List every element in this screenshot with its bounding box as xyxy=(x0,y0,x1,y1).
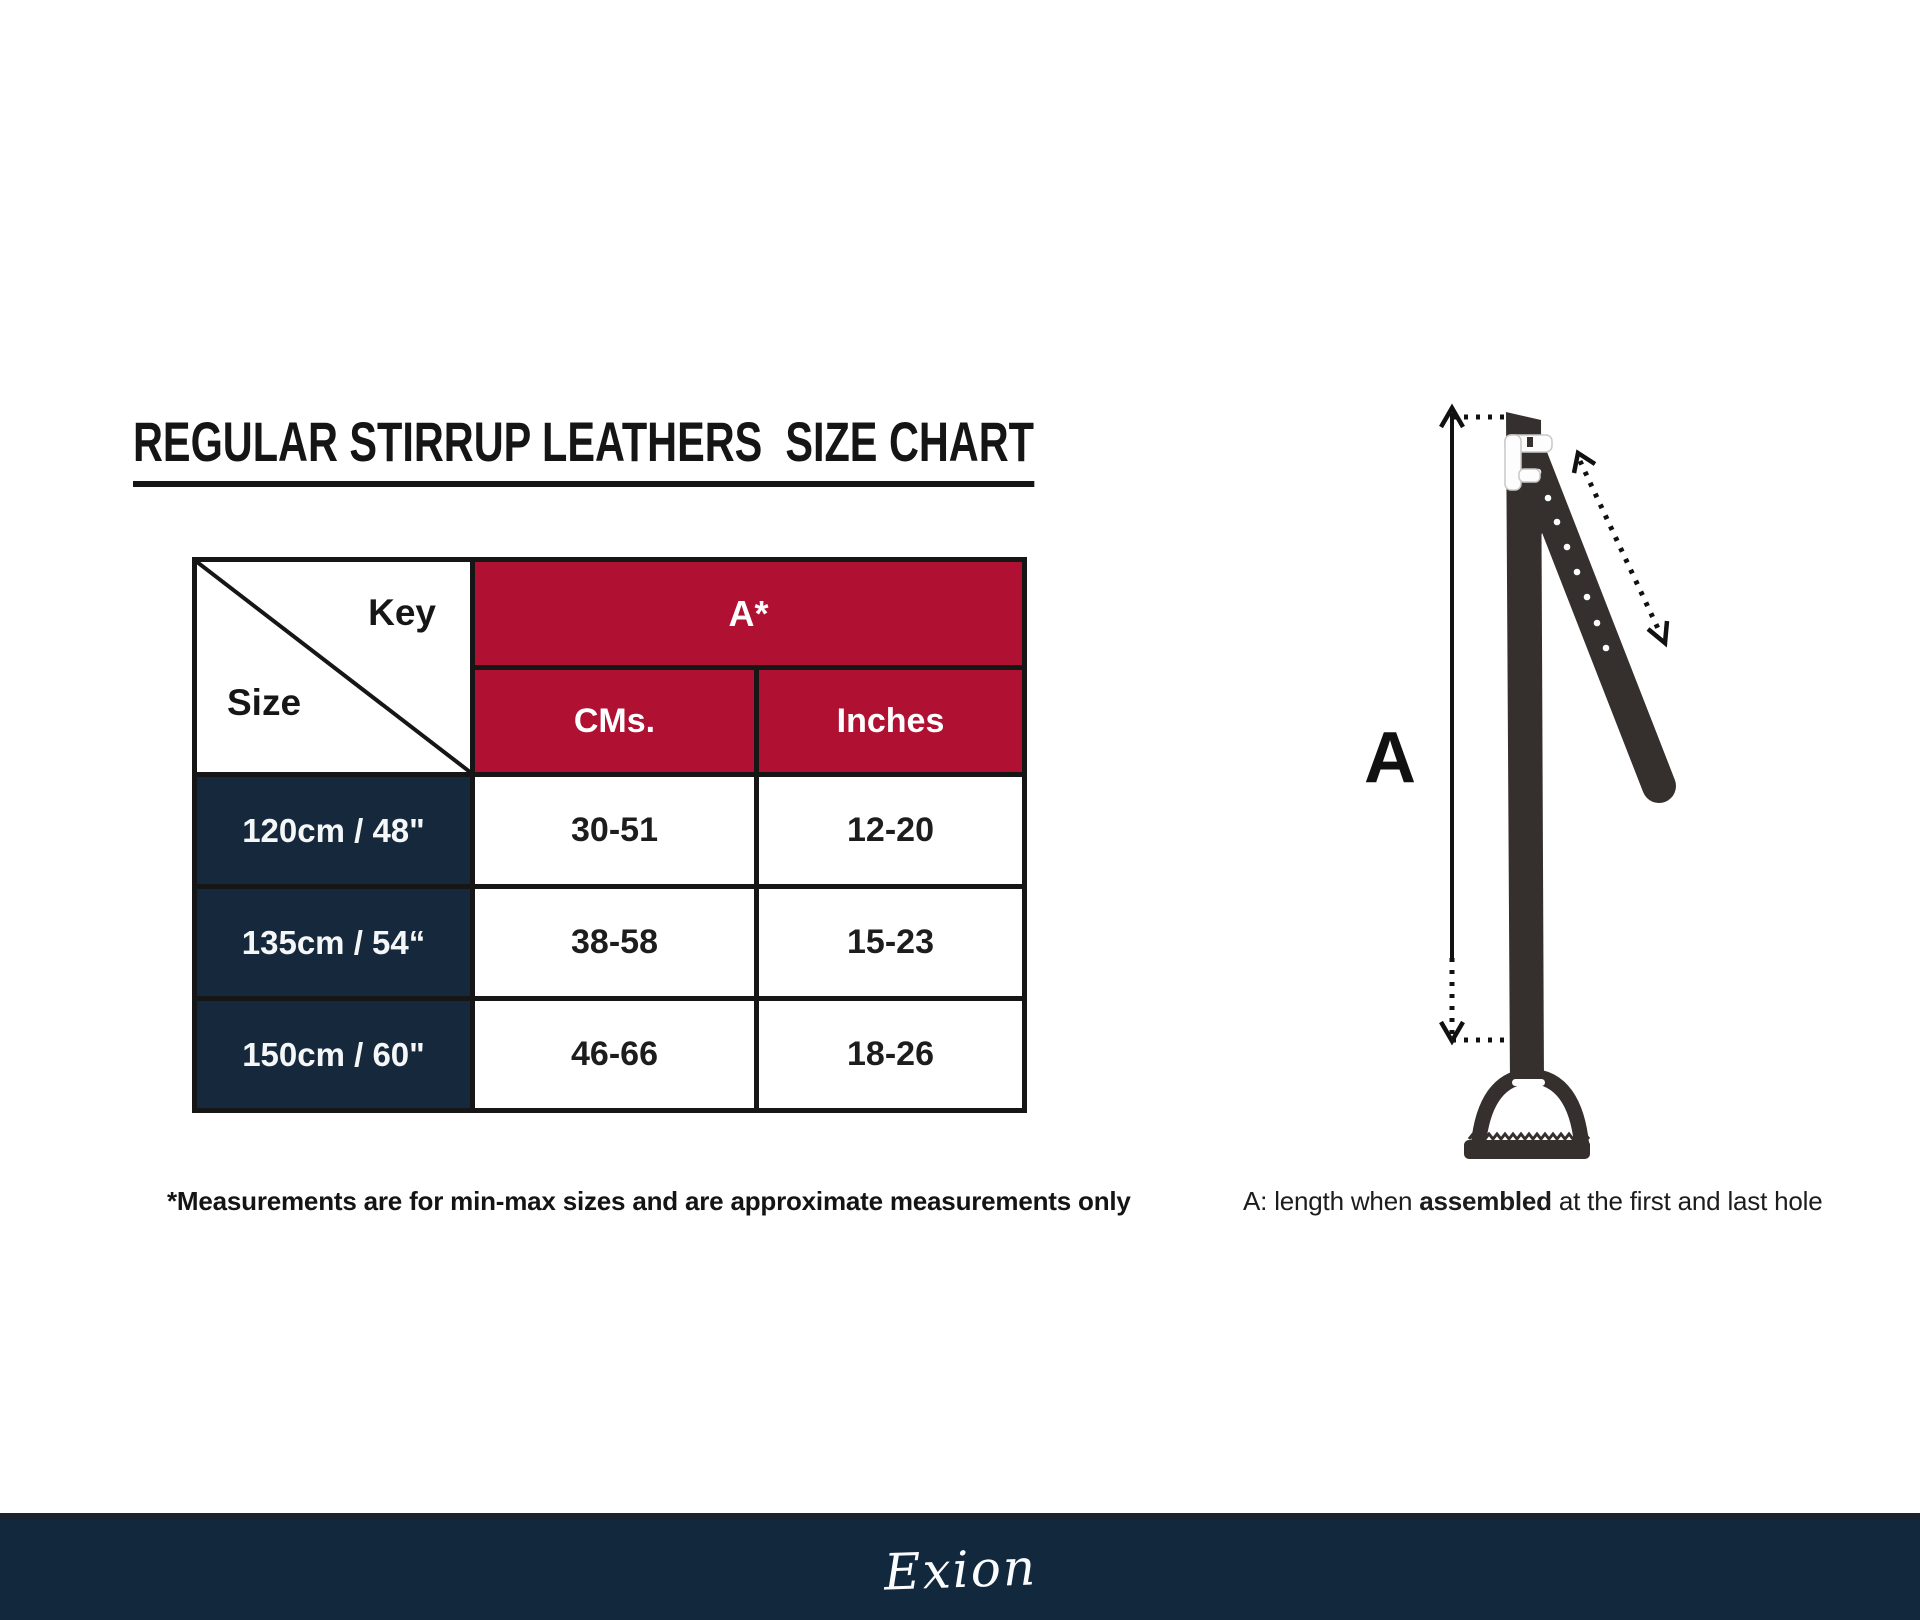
cms-cell: 46-66 xyxy=(473,999,757,1111)
caption-bold: assembled xyxy=(1419,1186,1552,1216)
inches-cell: 18-26 xyxy=(757,999,1025,1111)
size-cell: 150cm / 60" xyxy=(195,999,473,1111)
caption-prefix: A: length when xyxy=(1243,1186,1420,1216)
measure-label-A: A xyxy=(1364,718,1416,798)
size-chart-table xyxy=(192,557,1027,1113)
corner-cell xyxy=(195,560,473,775)
vertical-measure-arrow xyxy=(1441,408,1508,1041)
brand-logo: Exion xyxy=(882,1538,1038,1602)
diagram-caption xyxy=(1243,1186,1823,1217)
page-title: REGULAR STIRRUP LEATHERS SIZE CHART xyxy=(133,414,1034,487)
table-row xyxy=(195,775,1025,887)
column-header-cms: CMs. xyxy=(473,668,757,775)
caption-suffix: at the first and last hole xyxy=(1551,1186,1823,1216)
table-row xyxy=(195,999,1025,1111)
table-row xyxy=(195,887,1025,999)
stirrup-iron xyxy=(1464,1076,1590,1159)
inches-cell: 12-20 xyxy=(757,775,1025,887)
group-header-A: A* xyxy=(473,560,1025,668)
size-cell: 120cm / 48" xyxy=(195,775,473,887)
footer-bar xyxy=(0,1513,1920,1620)
column-header-inches: Inches xyxy=(757,668,1025,775)
size-cell: 135cm / 54“ xyxy=(195,887,473,999)
cms-cell: 30-51 xyxy=(473,775,757,887)
corner-key-label: Key xyxy=(368,592,436,633)
measurements-footnote: *Measurements are for min-max sizes and are approximate measurements only xyxy=(167,1186,1131,1216)
inches-cell: 15-23 xyxy=(757,887,1025,999)
stirrup-leathers-illustration xyxy=(1380,395,1820,1170)
cms-cell: 38-58 xyxy=(473,887,757,999)
corner-size-label: Size xyxy=(227,682,302,723)
